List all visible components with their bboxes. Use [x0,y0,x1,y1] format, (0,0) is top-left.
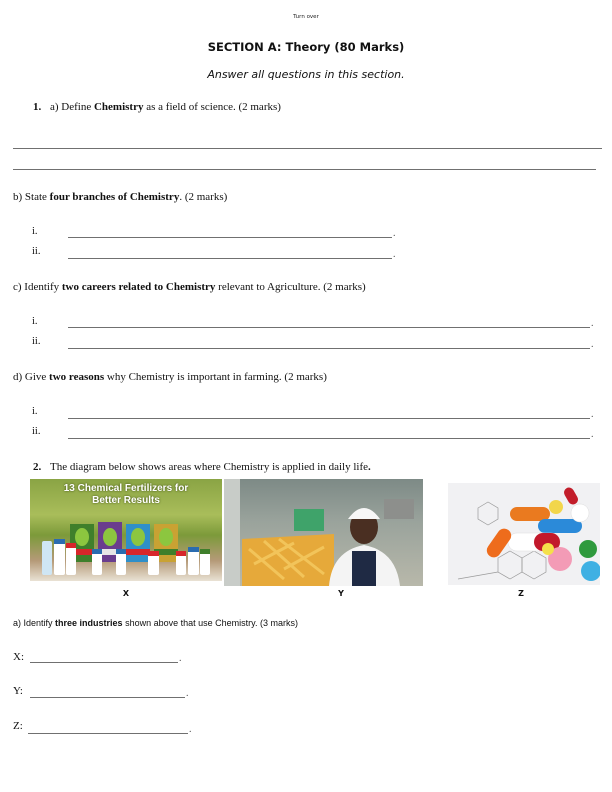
image-medicines [448,483,600,585]
question-1c: c) Identify two careers related to Chemistry relevant to Agriculture. (2 marks) [13,281,366,293]
image-fertilizers [30,479,222,581]
image-label-z: Z [518,589,524,598]
answer-label-y: Y: [13,685,23,697]
answer-line-1d-i[interactable] [68,418,590,419]
answer-line-z[interactable] [28,733,188,734]
roman-ii: ii. [32,246,41,257]
roman-ii: ii. [32,336,41,347]
answer-line-1b-i[interactable] [68,237,392,238]
roman-ii: ii. [32,426,41,437]
question-number: 2. [33,461,42,473]
answer-label-x: X: [13,651,24,663]
answer-line-1a-2[interactable] [13,169,596,170]
section-title: SECTION A: Theory (80 Marks) [207,40,405,54]
question-number: 1. [33,101,42,113]
answer-line-1a-1[interactable] [13,148,602,149]
answer-label-z: Z: [13,720,23,732]
question-1d: d) Give two reasons why Chemistry is important in farming. (2 marks) [13,371,327,383]
fertilizer-products-illustration [30,479,222,581]
answer-line-1d-ii[interactable] [68,438,590,439]
question-1b: b) State four branches of Chemistry. (2 marks) [13,191,228,203]
section-instruction: Answer all questions in this section. [207,68,405,81]
medicine-capsules-illustration [448,483,600,585]
roman-i: i. [32,316,38,327]
answer-line-1c-i[interactable] [68,327,590,328]
answer-line-x[interactable] [30,662,178,663]
image-overlay-title: 13 Chemical Fertilizers for Better Results [63,483,189,506]
question-2a: a) Identify three industries shown above that use Chemistry. (3 marks) [13,618,298,628]
image-food-processing [224,479,423,586]
image-label-y: Y [338,589,344,598]
turn-over-note: Turn over [293,14,319,20]
answer-line-1c-ii[interactable] [68,348,590,349]
answer-line-1b-ii[interactable] [68,258,392,259]
question-2: 2. The diagram below shows areas where Chemistry is applied in daily life. [33,461,371,473]
image-label-x: X [122,589,130,598]
answer-line-y[interactable] [30,697,185,698]
roman-i: i. [32,406,38,417]
roman-i: i. [32,226,38,237]
question-1a: 1. a) Define Chemistry as a field of science. (2 marks) [33,101,281,113]
food-processing-illustration [224,479,423,586]
